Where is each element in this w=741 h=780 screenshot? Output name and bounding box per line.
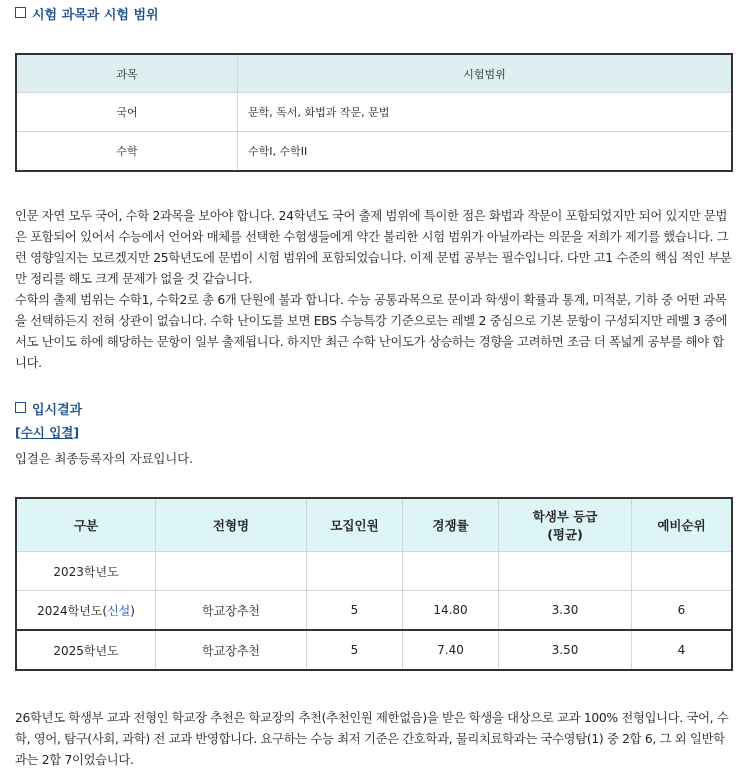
checkbox-square-icon bbox=[15, 402, 26, 413]
paragraph-math: 수학의 출제 범위는 수학1, 수학2로 총 6개 단원에 불과 합니다. 수능 공통과목으로 문이과 학생이 확률과 통계, 미적분, 기하 중 어떤 과목을 선택하든지 전혀 상관이 없습니다. 수학 난이도를 보면 EBS 수능특강 기준으로는 레벨 2 중심으로 기본 문항이 구성되지만 레벨 3 중에서도 난이도 하에 해당하는 문항이 일부 출제됩니다. 하지만 최근 수학 난이도가 상승하는 경향을 고려하면 조금 더 폭넓게 공부를 해야 합니다. bbox=[15, 293, 728, 370]
table-row bbox=[16, 93, 732, 132]
cell-grade bbox=[499, 552, 632, 591]
cell-year: 2024학년도(신설) bbox=[16, 591, 156, 631]
cell-ratio: 7.40 bbox=[403, 630, 499, 670]
cell-subject: 수학 bbox=[16, 132, 238, 172]
cell-ratio bbox=[403, 552, 499, 591]
table-header-row bbox=[16, 498, 732, 552]
header-admission-type: 전형명 bbox=[156, 498, 307, 552]
cell-wait bbox=[632, 552, 733, 591]
header-grade: 학생부 등급 (평균) bbox=[499, 498, 632, 552]
table-row bbox=[16, 591, 732, 631]
table-header-row bbox=[16, 54, 732, 93]
cell-type: 학교장추천 bbox=[156, 630, 307, 670]
cell-count bbox=[307, 552, 403, 591]
cell-type bbox=[156, 552, 307, 591]
results-note: 입결은 최종등록자의 자료입니다. bbox=[15, 452, 194, 466]
cell-year: 2023학년도 bbox=[16, 552, 156, 591]
subtitle-susi: [수시 입결] bbox=[15, 425, 80, 440]
header-waitlist: 예비순위 bbox=[632, 498, 733, 552]
cell-type: 학교장추천 bbox=[156, 591, 307, 631]
section-title-results: 입시결과 bbox=[15, 402, 82, 420]
cell-year: 2025학년도 bbox=[16, 630, 156, 670]
exam-scope-table bbox=[15, 53, 733, 172]
cell-ratio: 14.80 bbox=[403, 591, 499, 631]
table-row bbox=[16, 552, 732, 591]
exam-description bbox=[15, 206, 735, 374]
header-category: 구분 bbox=[16, 498, 156, 552]
cell-wait: 4 bbox=[632, 630, 733, 670]
header-subject: 과목 bbox=[16, 54, 238, 93]
checkbox-square-icon bbox=[15, 7, 26, 18]
new-badge: 신설 bbox=[107, 603, 131, 618]
cell-count: 5 bbox=[307, 591, 403, 631]
results-description bbox=[15, 708, 735, 771]
header-scope: 시험범위 bbox=[238, 54, 733, 93]
cell-scope: 문학, 독서, 화법과 작문, 문법 bbox=[238, 93, 733, 132]
cell-grade: 3.30 bbox=[499, 591, 632, 631]
cell-subject: 국어 bbox=[16, 93, 238, 132]
cell-grade: 3.50 bbox=[499, 630, 632, 670]
section-title-exam: 시험 과목과 시험 범위 bbox=[15, 7, 159, 25]
paragraph-korean: 인문 자연 모두 국어, 수학 2과목을 보아야 합니다. 24학년도 국어 출제 범위에 특이한 점은 화법과 작문이 포함되었지만 되어 있지만 문법은 포함되어 있어서 수능에서 언어와 매체를 선택한 수험생들에게 약간 불리한 시험 범위가 아닐까라는 의문을 저희가 제기를 했습니다. 그런 영향일지는 모르겠지만 25학년도에 문법이 시험 범위에 포함되었습니다. 이제 문법 공부는 필수입니다. 다만 고1 수준의 핵심 적인 부분만 정리를 해도 크게 문제가 없을 것 같습니다. bbox=[15, 209, 732, 286]
cell-wait: 6 bbox=[632, 591, 733, 631]
header-ratio: 경쟁률 bbox=[403, 498, 499, 552]
paragraph-admission: 26학년도 학생부 교과 전형인 학교장 추천은 학교장의 추천(추천인원 제한없음)을 받은 학생을 대상으로 교과 100% 전형입니다. 국어, 수학, 영어, 탐구(사회, 과학) 전 교과 반영합니다. 요구하는 수능 최저 기준은 간호학과, 물리치료학과는 국수영탐(1) 중 2합 6, 그 외 일반학과는 2합 7이었습니다. bbox=[15, 711, 729, 767]
cell-scope: 수학I, 수학II bbox=[238, 132, 733, 172]
table-row bbox=[16, 132, 732, 172]
results-table bbox=[15, 497, 733, 671]
header-quota: 모집인원 bbox=[307, 498, 403, 552]
cell-count: 5 bbox=[307, 630, 403, 670]
table-row bbox=[16, 630, 732, 670]
